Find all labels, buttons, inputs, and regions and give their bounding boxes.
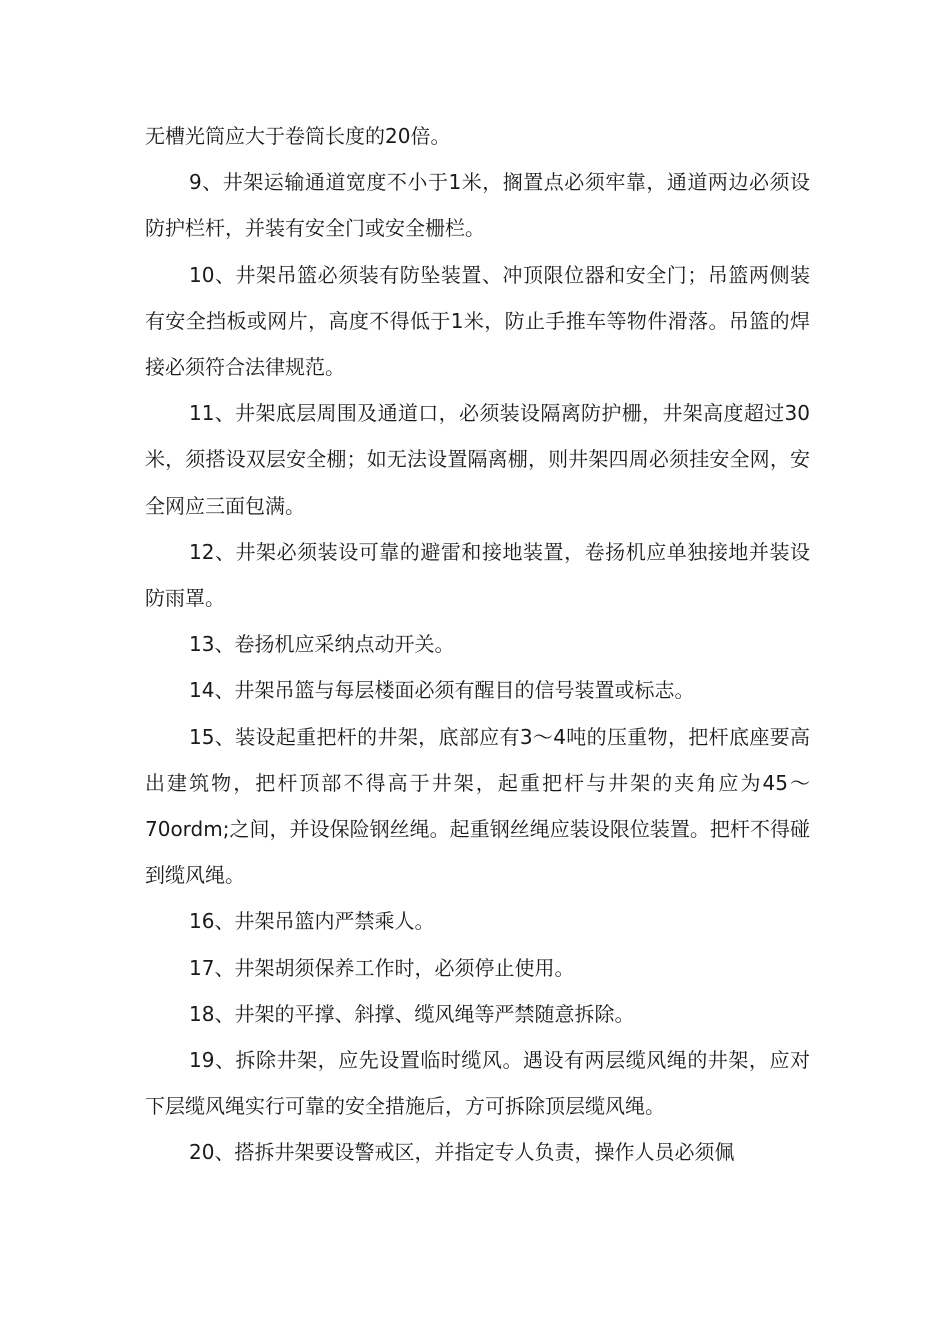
paragraph-item-15: 15、装设起重把杆的井架，底部应有3～4吨的压重物，把杆底座要高出建筑物，把杆顶部不得高于井架，起重把杆与井架的夹角应为45～70ordm;之间，并设保险钢丝绳。起重钢丝绳应装设限位装置。把杆不得碰到缆风绳。 — [145, 724, 810, 888]
paragraph-item-18: 18、井架的平撑、斜撑、缆风绳等严禁随意拆除。 — [189, 1001, 635, 1026]
paragraph-item-10: 10、井架吊篮必须装有防坠装置、冲顶限位器和安全门；吊篮两侧装有安全挡板或网片，高度不得低于1米，防止手推车等物件滑落。吊篮的焊接必须符合法律规范。 — [145, 262, 810, 380]
document-body — [145, 113, 810, 1176]
paragraph-item-19: 19、拆除井架，应先设置临时缆风。遇设有两层缆风绳的井架，应对下层缆风绳实行可靠的安全措施后，方可拆除顶层缆风绳。 — [145, 1048, 810, 1119]
paragraph-continuation: 无槽光筒应大于卷筒长度的20倍。 — [145, 124, 451, 148]
paragraph-item-14: 14、井架吊篮与每层楼面必须有醒目的信号装置或标志。 — [189, 678, 695, 703]
paragraph-item-12: 12、井架必须装设可靠的避雷和接地装置，卷扬机应单独接地并装设防雨罩。 — [145, 539, 810, 611]
paragraph-item-20: 20、搭拆井架要设警戒区，并指定专人负责，操作人员必须佩 — [189, 1140, 735, 1165]
paragraph-item-16: 16、井架吊篮内严禁乘人。 — [189, 909, 435, 934]
paragraph-item-11: 11、井架底层周围及通道口，必须装设隔离防护栅，井架高度超过30米，须搭设双层安全棚；如无法设置隔离棚，则井架四周必须挂安全网，安全网应三面包满。 — [145, 401, 810, 518]
paragraph-item-17: 17、井架胡须保养工作时，必须停止使用。 — [189, 955, 575, 980]
paragraph-item-9: 9、井架运输通道宽度不小于1米，搁置点必须牢靠，通道两边必须设防护栏杆，并装有安全门或安全栅栏。 — [145, 170, 810, 241]
paragraph-item-13: 13、卷扬机应采纳点动开关。 — [189, 632, 455, 657]
